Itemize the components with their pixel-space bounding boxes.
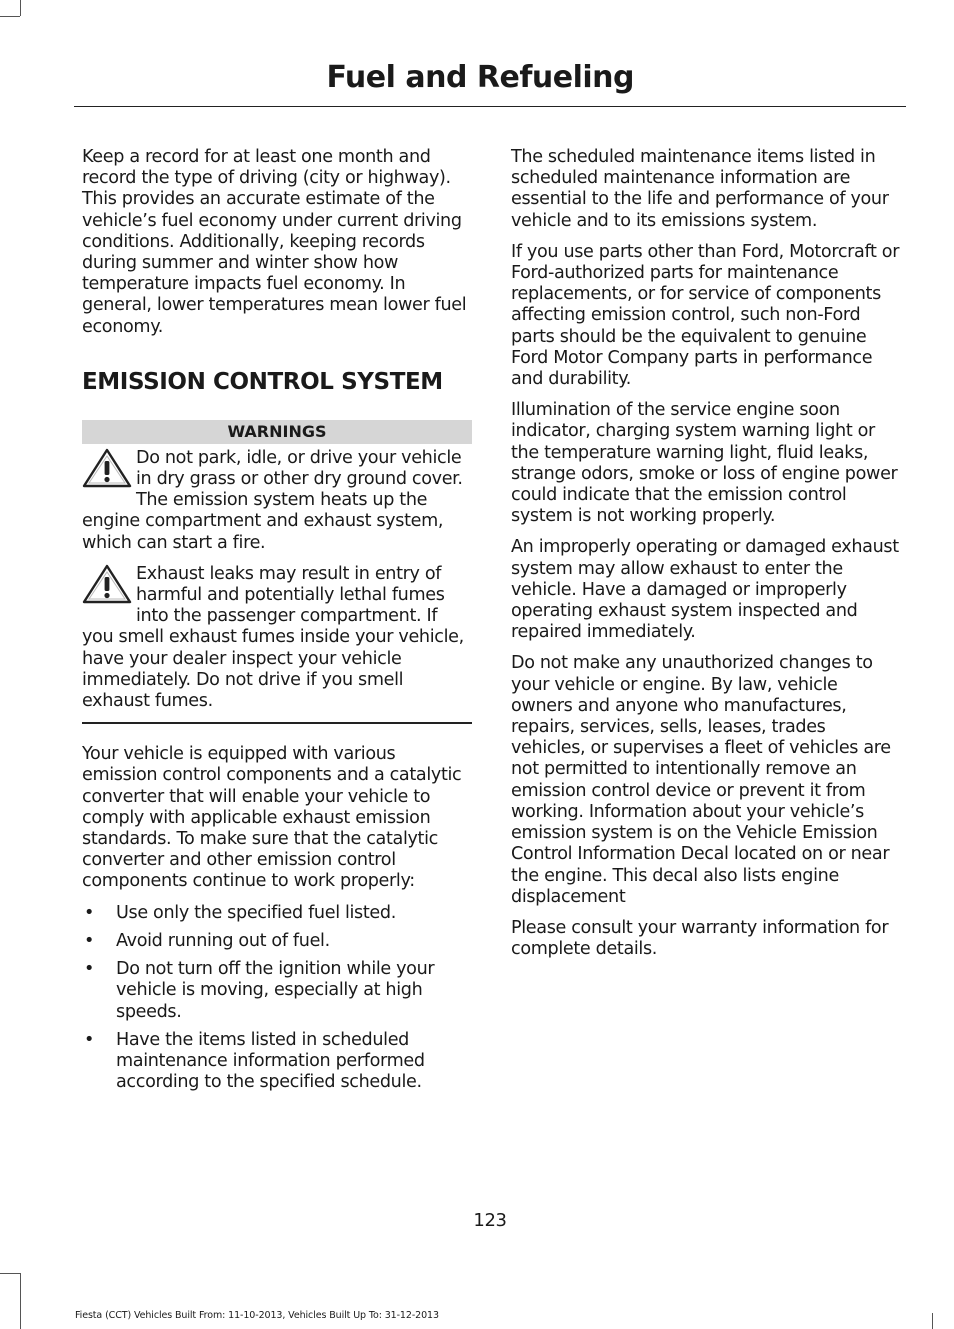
bullet-icon: • — [84, 959, 95, 980]
list-item — [82, 1030, 472, 1094]
crop-mark — [20, 0, 21, 16]
warning-text: Do not park, idle, or drive your vehicle in dry grass or other dry ground cover. The emission system heats up the engine compartment and exhaust system, which can start a fire. — [82, 447, 463, 553]
warning-text: Exhaust leaks may result in entry of harmful and potentially lethal fumes into the passenger compartment. If you smell exhaust fumes inside your vehicle, have your dealer inspect your vehicle immediately. Do not drive if you smell exhaust fumes. — [82, 563, 464, 712]
bullet-icon: • — [84, 1029, 95, 1050]
body-paragraph: If you use parts other than Ford, Motorcraft or Ford-authorized parts for maintenance replacements, or for service of components affecting emission control, such non-Ford parts should be the equivalent to genuine Ford Motor Company parts in performance and durability. — [511, 241, 900, 390]
bullet-list — [82, 903, 472, 1094]
body-paragraph: Do not make any unauthorized changes to your vehicle or engine. By law, vehicle owners and anyone who manufactures, repairs, services, sells, leases, trades vehicles, or supervises a fleet of vehicles are not permitted to intentionally remove an emission control device or prevent it from working. Information about your vehicle’s emission system is on the Vehicle Emission Control Information Decal located on or near the engine. This decal also lists engine displacement — [511, 653, 891, 907]
warning-block — [82, 448, 472, 554]
page-number: 123 — [473, 1210, 507, 1231]
body-paragraph: Your vehicle is equipped with various emission control components and a catalytic converter that will enable your vehicle to comply with applicable exhaust emission standards. To make sure that the catalytic converter and other emission control components continue to work properly: — [82, 744, 462, 892]
crop-mark — [0, 1273, 20, 1274]
crop-mark — [932, 1313, 933, 1329]
body-paragraph: The scheduled maintenance items listed in scheduled maintenance information are essential to the life and performance of your vehicle and to its emissions system. — [511, 147, 889, 231]
warning-block — [82, 564, 472, 712]
list-item-text: Avoid running out of fuel. — [116, 930, 330, 951]
list-item — [82, 959, 472, 1023]
crop-mark — [20, 1273, 21, 1329]
list-item — [82, 931, 472, 952]
bullet-icon: • — [84, 902, 95, 923]
warning-triangle-icon — [82, 448, 134, 492]
list-item — [82, 903, 472, 924]
crop-mark — [0, 16, 20, 17]
body-paragraph: An improperly operating or damaged exhaust system may allow exhaust to enter the vehicle. Have a damaged or improperly operating exhaust system inspected and repaired immediately. — [511, 537, 899, 643]
page-title: Fuel and Refueling — [326, 60, 634, 95]
left-column — [82, 147, 472, 1100]
header-divider — [74, 106, 906, 107]
body-paragraph: Illumination of the service engine soon indicator, charging system warning light or the temperature warning light, fluid leaks, strange odors, smoke or loss of engine power could indicate that the emission control system is not working properly. — [511, 400, 898, 527]
right-column — [511, 147, 903, 970]
warnings-header: WARNINGS — [82, 420, 472, 444]
footer-text: Fiesta (CCT) Vehicles Built From: 11-10-2013, Vehicles Built Up To: 31-12-2013 — [75, 1310, 439, 1321]
warning-triangle-icon — [82, 564, 134, 608]
bullet-icon: • — [84, 930, 95, 951]
warnings-end-divider — [82, 722, 472, 724]
list-item-text: Use only the specified fuel listed. — [116, 902, 396, 923]
list-item-text: Have the items listed in scheduled maintenance information performed according to the specified schedule. — [116, 1029, 425, 1093]
section-heading: EMISSION CONTROL SYSTEM — [82, 368, 443, 395]
intro-paragraph: Keep a record for at least one month and record the type of driving (city or highway). This provides an accurate estimate of the vehicle’s fuel economy under current driving conditions. Additionally, keeping records during summer and winter show how temperature impacts fuel economy. In general, lower temperatures mean lower fuel economy. — [82, 147, 467, 337]
body-paragraph: Please consult your warranty information for complete details. — [511, 917, 889, 960]
list-item-text: Do not turn off the ignition while your vehicle is moving, especially at high speeds. — [116, 959, 435, 1022]
